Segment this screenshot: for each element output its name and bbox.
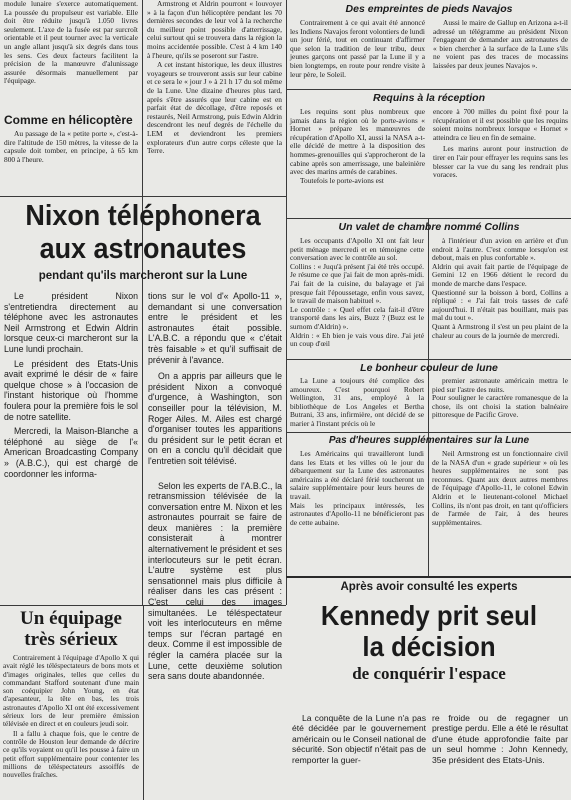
column-rule: [143, 605, 144, 800]
nixon-col-b: [148, 291, 282, 682]
nixon-subtitle: pendant qu'ils marcheront sur la Lune: [38, 270, 248, 282]
collins-text-right: à l'intérieur d'un avion en arrière et d'un endroit à l'autre. C'est comme lorsqu'on est debout, mais en plus confortable ». Aldrin qui avait fait partie de l'équipage de Gemini 12 en 1966 détient le record du monde de marche dans l'espace. Questionné sur la boisson à bord, Collins a répliqué : « J'ai fait trois tasses de café aujourd'hui. Il n'était pas bouillant, mais pas mal du tout ». Quant à Armstrong il s'est un peu plaint de la chaleur au cours de la journée de mercredi.: [432, 236, 568, 340]
equipage-p2: Il a fallu à chaque fois, que le centre de contrôle de Houston leur demande de décrire ce qu'ils voyaient ou qu'il les pousse à faire un petit effort supplémentaire pour contenter les millions de téléspectateurs assoiffés de nouvelles fraîches.: [3, 728, 139, 780]
navajos-text-left: Contrairement à ce qui avait été annoncé les Indiens Navajos feront volontiers de lundi un jour férié, tout en continuant d'affirmer que selon la tradition de leur tribu, deux jeunes garçons ont passé par la Lune il y a bien longtemps, en route pour rendre visite à leur père, le Soleil.: [290, 18, 425, 79]
nixon-title-line2: aux astronautes: [39, 233, 247, 265]
column-rule: [428, 218, 429, 576]
kennedy-title-line1: Kennedy prit seul: [320, 600, 538, 631]
col2-text2: A cet instant historique, les deux illustres voyageurs se trouveront assis sur leur cabine et ce sera le « jour J » à 21 h 17 du sol même de la Lune. Une dizaine d'heures plus tard, après s'être assurés que leur cabine est en parfait état de décollage, d'être reposés et restaurés, Neil Armstrong, puis Edwin Aldrin descendront les neuf degrés de l'échelle du LEM et deviendront les premiers explorateurs d'un autre corps céleste que la Terre.: [147, 60, 282, 156]
section-rule: [286, 359, 571, 360]
navajos-article: [290, 3, 568, 79]
section-rule: [286, 218, 571, 219]
nixon-col-b-p3: Selon les experts de l'A.B.C., la retransmission télévisée de la conversation entre M. Nixon et les astronautes pourrait se faire de deux manières : la première consisterait à montrer alternativement le président et ses interlocuteurs sur le petit écran. L'autre système est plus sensationnel mais plus difficile à réaliser dans les cas présent : C'est celui des images simultanées. Le téléspectateur voit les interlocuteurs en même temps sur l'écran partagé en deux. Comme il est impossible de régler la caméra placée sur la Lune, cette deuxième solution sera sans doute abandonnée.: [148, 480, 282, 682]
requins-text-left: Les requins sont plus nombreux que jamais dans la région où le porte-avions « Hornet » prépare les manœuvres de récupération d'Apollo XI, aussi la NASA a-t-elle décidé de mettre à la disposition des hommes-grenouilles qui s'approcheront de la cabine après son amerrissage, une baleinière avec des marins armés de carabines.: [290, 107, 425, 177]
heures-text-left: Les Américains qui travailleront lundi dans les Etats et les villes où le jour du débarquement sur la Lune des astronautes américains a été déclaré férié toucheront un salaire supplémentaire pour leurs heures de travail. Mais les principaux intéressés, les astronautes d'Apollo-11 ne bénéficieront pas de cette aubaine.: [290, 449, 424, 527]
kennedy-text-right: re froide ou de regagner un prestige perdu. Elle a été le résultat d'une étude approfondie faite par un seul homme : John Kennedy, 35e président des Etats-Unis.: [432, 713, 568, 765]
equipage-title-line2: très sérieux: [24, 629, 118, 650]
heures-text-right: Neil Armstrong est un fonctionnaire civil de la NASA d'un « grade supérieur » où les heures supplémentaires ne sont pas reconnues. Quant aux deux autres membres de l'équipage d'Apollo-11, le colonel Edwin Aldrin et le lieutenant-colonel Michael Collins, ils n'ont pas droit, en tant qu'officiers de l'armée de l'air, à des heures supplémentaires.: [432, 449, 568, 527]
nixon-col-a: [4, 291, 138, 479]
requins-text-right2: Les marins auront pour instruction de tirer en l'air pour effrayer les requins sans les blesser car la vue du sang les rendrait plus voraces.: [433, 144, 568, 180]
navajos-text-right: Aussi le maire de Gallup en Arizona a-t-il adressé un télégramme au président Nixon l'engageant de demander aux astronautes de « bien chercher à la surface de la Lune s'ils ne voient pas des traces de mocassins laissées par deux jeunes Navajos ».: [433, 18, 568, 70]
kennedy-title-line2: la décision: [362, 631, 496, 662]
section-rule: [0, 196, 286, 197]
kennedy-subtitle: de conquérir l'espace: [352, 664, 506, 683]
nixon-col-b-p1: tions sur le vol d'« Apollo-11 », demandant si une conversation entre le président et les astronautes était possible. L'A.B.C. a répondu que « c'était très faisable » et qu'il suffisait de prévenir à l'avance.: [148, 291, 282, 365]
section-rule: [286, 576, 571, 578]
requins-text-right: encore à 700 milles du point fixé pour la récupération et il est possible que les requins soient moins nombreux lorsque « Hornet » atteindra ce lieu en fin de semaine.: [433, 107, 568, 142]
helicoptere-text: Au passage de la « petite porte », c'est-à-dire l'altitude de 150 mètres, la vitesse de la capsule doit tomber, en principe, à 65 km 800 à l'heure.: [4, 129, 138, 164]
navajos-title: Des empreintes de pieds Navajos: [345, 3, 513, 15]
requins-text-left2: Toutefois le porte-avions est: [300, 175, 384, 185]
heures-article: [290, 435, 568, 446]
section-rule: [286, 432, 571, 433]
helicoptere-title: Comme en hélicoptère: [4, 113, 133, 127]
section-rule: [286, 89, 571, 90]
nixon-title-line1: Nixon téléphonera: [25, 200, 261, 232]
bonheur-text-right: premier astronaute américain mettra le pied sur l'astre des nuits. Pour souligner le caractère romanesque de la chose, ils ont choisi la station balnéaire pittoresque de Pacific Grove.: [432, 376, 568, 420]
column-rule: [286, 0, 287, 605]
nixon-col-a-p3: Mercredi, la Maison-Blanche a téléphoné au siège de l'« American Broadcasting Company » (A.B.C.), qui est chargé de coordonner les informa-: [4, 426, 138, 479]
equipage-article: [3, 608, 139, 779]
helicoptere-article: [4, 113, 138, 164]
equipage-p1: Contrairement à l'équipage d'Apollo X qui avait réglé les téléspectateurs de bons mots et d'images originales, telles que celles du commandant Stafford soutenant d'une main son coéquipier John Young, en état d'apesanteur, la tête en bas, les trois astronautes d'Apollo XI ont été excessivement sérieux lors de leur première émission télévisée en direct et en couleurs jeudi soir.: [3, 653, 139, 729]
kennedy-kicker: Après avoir consulté les experts: [340, 581, 518, 593]
nixon-col-a-p2: Le président des Etats-Unis avait exprimé le désir de « faire quelque chose » à l'occasion de l'instant historique où l'homme foulera pour la première fois le sol de notre satellite.: [4, 358, 138, 422]
column2-top: [147, 0, 282, 156]
nixon-col-b-p2: On a appris par ailleurs que le président Nixon a convoqué d'urgence, à Washington, son conseiller pour la télévision, M. Roger Ailes. M. Ailes est chargé d'organiser toutes les apparitions du président sur le petit écran et on en a conclu qu'il décidait que l'entretien soit télévisé.: [148, 371, 282, 466]
bonheur-article: [290, 362, 568, 374]
heures-title: Pas d'heures supplémentaires sur la Lune: [328, 435, 530, 446]
requins-title: Requins à la réception: [372, 92, 486, 104]
column-rule: [142, 0, 143, 605]
bonheur-title: Le bonheur couleur de lune: [360, 362, 498, 374]
equipage-title-line1: Un équipage: [20, 608, 122, 629]
nixon-headline: [2, 200, 284, 283]
bonheur-text-left: La Lune a toujours été complice des amoureux. C'est pourquoi Robert Wellington, 31 ans, employé à la bibliothèque de Los Angeles et Bertha Butrani, 33 ans, infirmière, ont décidé de se marier à l'instant précis où le: [290, 376, 424, 428]
article-continued-text: module lunaire s'exerce automatiquement. La poussée du propulseur est variable. Elle doit être réduite jusqu'à 1.050 livres seulement. L'axe de la fusée est par surcroît orientable et il peut tourner avec la verticale un angle allant jusqu'à six degrés dans tous les sens. Ces deux facteurs facilitent la précision de la manœuvre d'alunissage assurée désormais manuellement par l'équipage.: [4, 0, 138, 86]
col2-text: Armstrong et Aldrin pourront « louvoyer » à la façon d'un hélicoptère pendant les 70 dernières secondes de leur vol à la recherche du meilleur point possible d'atterrissage, celui surtout qui se trouvera dans la région la moins accidentée possible. C'est à 4 km 140 à l'heure, qu'ils se poseront sur l'astre.: [147, 0, 282, 60]
collins-article: [290, 221, 568, 233]
requins-article: [290, 92, 568, 185]
collins-text-left: Les occupants d'Apollo XI ont fait leur petit ménage mercredi et en témoigne cette conversation avec le contrôle au sol. Collins : « Juqu'à présent j'ai été très occupé. Je résume ce que j'ai fait de mon après-midi. J'ai fait de la cuisine, du balayage et j'ai presque fait l'époussetage, enfin vous savez, le travail de maison habituel ». Le contrôle : « Quel effet cela fait-il d'être transporté dans les airs, Buzz ? (Buzz est le surnom d'Aldrin) ». Aldrin : « Eh bien je vais vous dire. J'ai jeté un coup d'œil: [290, 236, 424, 349]
collins-title: Un valet de chambre nommé Collins: [338, 221, 520, 233]
nixon-col-a-p1: Le président Nixon s'entretiendra directement au téléphone avec les astronautes Neil Armstrong et Edwin Aldrin lorsque ceux-ci marcheront sur la Lune lundi prochain.: [4, 291, 138, 354]
kennedy-text-left: La conquête de la Lune n'a pas été décidée par le gouvernement américain ou le Conseil national de sécurité. Son objectif n'était pas de remporter la guer-: [292, 713, 426, 765]
kennedy-headline: [290, 580, 568, 684]
